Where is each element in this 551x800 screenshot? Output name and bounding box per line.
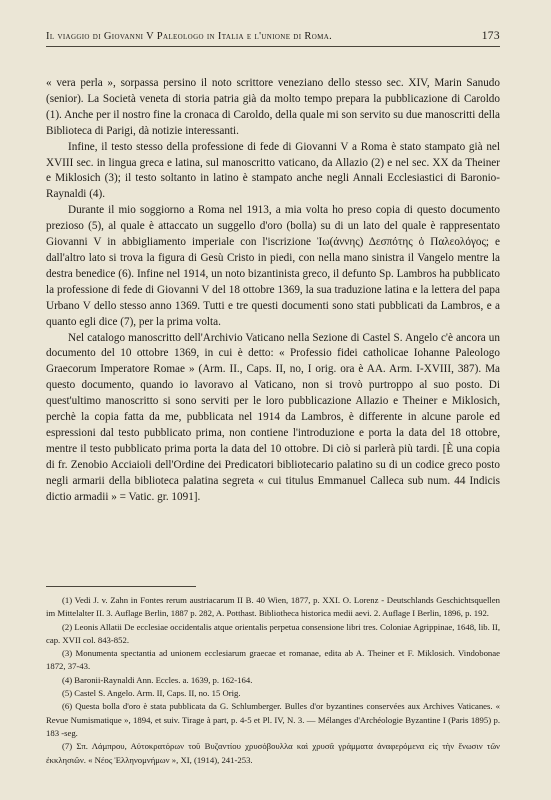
footnote-7: (7) Σπ. Λάμπρου, Αὐτοκρατόρων τοῦ Βυζαντίου χρυσόβουλλα καὶ χρυσᾶ γράμματα ἀναφερόμενα εἰς τὴν ἕνωσιν τῶν ἐκκλησιῶν. « Νέος Ἑλληνομνήμων », XI, (1914), 241-253. bbox=[46, 741, 500, 765]
footnote-5: (5) Castel S. Angelo. Arm. II, Caps. II, no. 15 Orig. bbox=[62, 688, 241, 699]
footnote-1: (1) Vedi J. v. Zahn in Fontes rerum austriacarum II B. 40 Wien, 1877, p. XXI. O. Lorenz - Deutschlands Geschichtsquellen im Mittelalter II. 3. Auflage Berlin, 1887 p. 282, A. Potthast. Bibliotheca historica medii aevi. 2. Auflage I Berlin, 1896, p. 192. bbox=[46, 595, 500, 619]
running-header bbox=[46, 30, 500, 47]
paragraph-1: « vera perla », sorpassa persino il noto scrittore veneziano dello stesso sec. XIV, Marin Sanudo (senior). La Società veneta di storia patria già da molto tempo prepara la pubblicazione di Caroldo (1). Anche per il nostro fine la cronaca di Caroldo, della quale mi son servito su due manoscritti della Biblioteca di Parigi, dà notizie interessanti. bbox=[46, 77, 500, 137]
footnote-4: (4) Baronii-Raynaldi Ann. Eccles. a. 1639, p. 162-164. bbox=[62, 674, 253, 685]
page-number: 173 bbox=[481, 30, 500, 42]
running-title: Il viaggio di Giovanni V Paleologo in Italia e l'unione di Roma. bbox=[46, 31, 333, 42]
body-text bbox=[46, 76, 500, 505]
footnote-2: (2) Leonis Allatii De ecclesiae occidentalis atque orientalis perpetua consensione libri tres. Coloniae Agrippinae, 1648, lib. II, cap. XVII col. 843-852. bbox=[46, 621, 500, 645]
footnote-rule bbox=[46, 586, 196, 587]
paragraph-3: Durante il mio soggiorno a Roma nel 1913, a mia volta ho preso copia di questo documento prezioso (5), al quale è attaccato un suggello d'oro (bolla) su di un lato del quale è rappresentato Giovanni V in abbigliamento imperiale con l'iscrizione Ἰω(άννης) Δεσπότης ὁ Παλεολόγος; e dall'altro lato si trova la figura di Gesù Cristo in piedi, con nella mano sinistra il Vangelo mentre la destra benedice (6). Infine nel 1914, un noto bizantinista greco, il defunto Sp. Lambros ha pubblicato la professione di fede di Giovanni V del 18 ottobre 1369, la sua traduzione latina e la lettera del papa Urbano V dello stesso anno 1369. Tutti e tre questi documenti sono stati pubblicati da Lambros, e a quanto egli dice (7), per la prima volta. bbox=[46, 204, 500, 328]
footnote-6: (6) Questa bolla d'oro è stata pubblicata da G. Schlumberger. Bulles d'or byzantines conservées aux Archives Vaticanes. « Revue Numismatique », 1894, et suiv. Tirage à part, p. 4-5 et Pl. IV, N. 3. — Mélanges d'Archéologie Byzantine I (Paris 1895) p. 183 -seg. bbox=[46, 701, 500, 738]
paragraph-2: Infine, il testo stesso della professione di fede di Giovanni V a Roma è stato stampato già nel XVIII sec. in lingua greca e latina, sul manoscritto vaticano, da Allazio (2) e nel sec. XX da Theiner e Miklosich (3); il testo soltanto in latino è stampato anche negli Annali Ecclesiastici di Baronio-Raynaldi (4). bbox=[46, 140, 500, 201]
paragraph-4: Nel catalogo manoscritto dell'Archivio Vaticano nella Sezione di Castel S. Angelo c'è ancora un documento del 10 ottobre 1369, in cui è detto: « Professio fidei catholicae Iohanne Paleologo Graecorum Imperatore Romae » (Arm. II., Caps. II, no, I orig. ora è AA. Arm. I-XVIII, 387). Ma questo documento, quando io lavoravo al Vaticano, non si trovò purtroppo al suo posto. Di quest'ultimo manoscritto si sono serviti per le loro pubblicazione Allazio e Theiner e Miklosich, perchè la copia fatta da me, pubblicata nel 1914 da Lambros, è differente in alcune parole ed espressioni dal testo pubblicato prima, non contiene l'introduzione e porta la data del 18 ottobre, mentre il testo pubblicato prima porta la data del 10 ottobre. Di ciò si parlerà più tardi. [È una copia di fr. Zenobio Acciaioli dell'Ordine dei Predicatori bibliotecario palatino su di un codice greco posto negli armarii della biblioteca palatina segreta « cui titulus Emmanuel Calleca sub num. 44 Indicis dictio armadii » = Vatic. gr. 1091]. bbox=[46, 331, 500, 503]
footnote-3: (3) Monumenta spectantia ad unionem ecclesiarum graecae et romanae, edita ab A. Theiner et F. Miklosich. Vindobonae 1872, 37-43. bbox=[46, 648, 500, 672]
footnotes bbox=[46, 586, 500, 767]
